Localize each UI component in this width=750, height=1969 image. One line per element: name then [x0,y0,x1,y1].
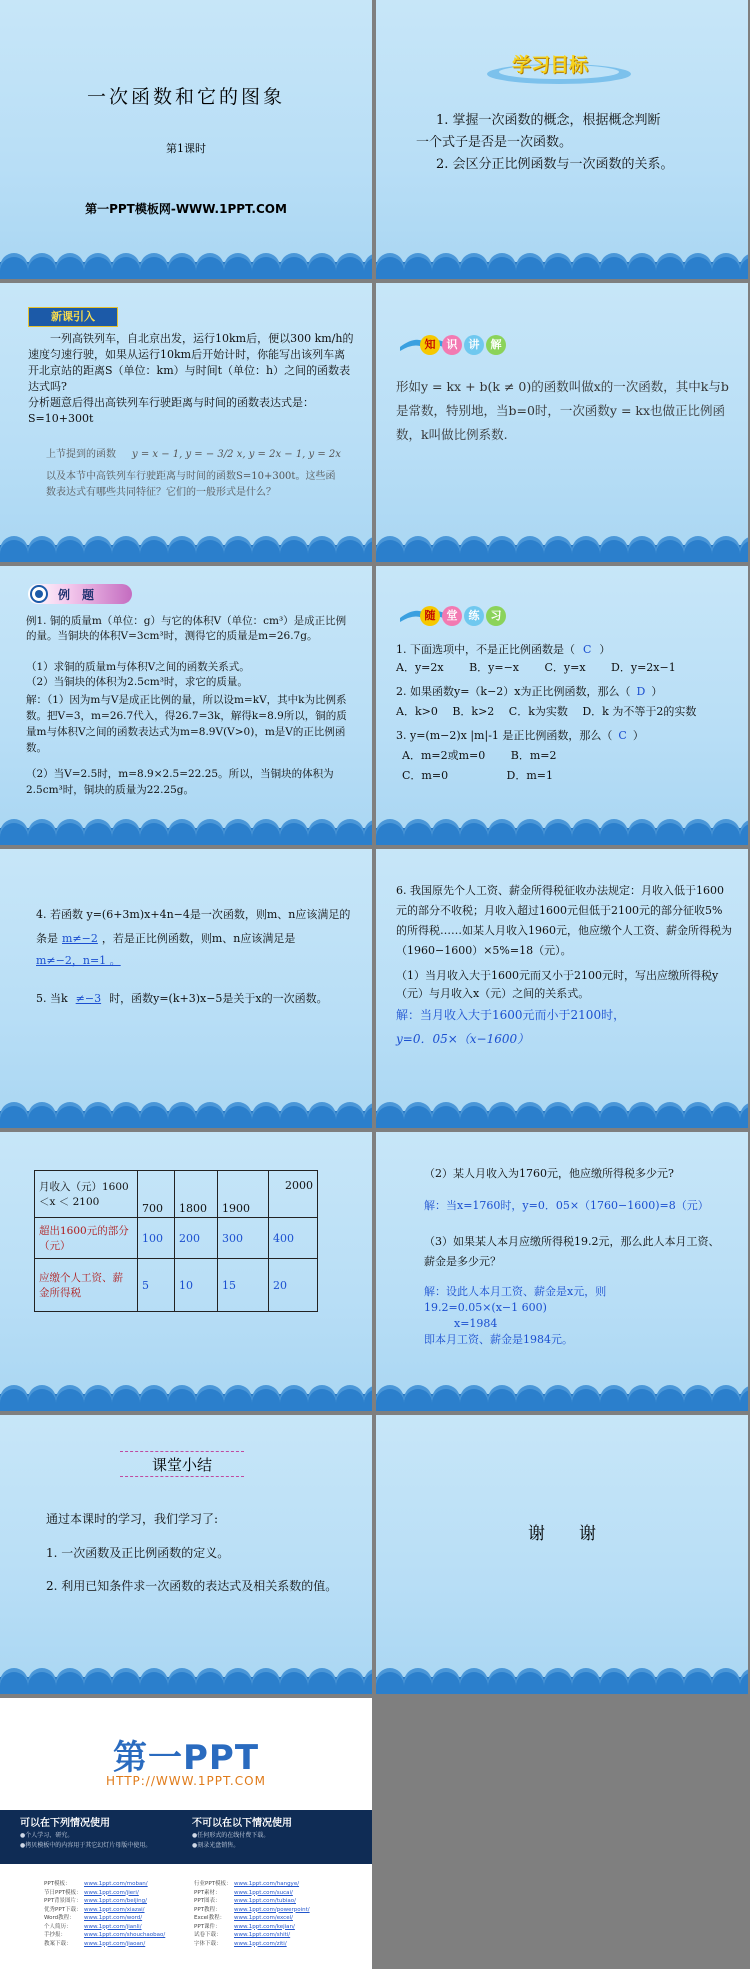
promo-link-label: 手抄报： [44,1932,67,1938]
exercise-5: 5. 当k ≠−3 时，函数y=(k+3)x−5是关于x的一次函数。 [36,992,328,1005]
lesson-subtitle: 第1课时 [166,142,206,155]
table-cell: 1900 [218,1171,269,1218]
banner-char: 堂 [442,606,462,626]
promo-links-left [44,1880,165,1948]
promo-link-label: 试卷下载： [194,1932,222,1938]
goals-banner: 学习目标 [512,54,589,76]
summary-item-2: 2. 利用已知条件求一次函数的表达式及相关系数的值。 [46,1579,338,1593]
promo-link[interactable]: www.1ppt.com/jieri/ [84,1889,139,1896]
cannot-use-item: ●刻录光盘销售。 [192,1842,240,1849]
promo-link-row [194,1931,310,1940]
slide-summary [0,1415,372,1694]
intro-analysis: 分析题意后得出高铁列车行驶距离与时间的函数表达式是：S=10+300t [28,396,314,425]
promo-link-label: PPT课件： [194,1923,221,1930]
table-cell: 700 [138,1171,175,1218]
promo-link-row [194,1889,310,1898]
practice-q3-options-2: C．m=0 D．m=1 [402,769,554,782]
slide-tax-problem [376,849,748,1128]
intro-banner: 新课引入 [28,307,118,327]
promo-link[interactable]: www.1ppt.com/tubiao/ [234,1898,296,1904]
can-use-item: ●拷贝模板中的内容用于其它幻灯片母版中使用。 [20,1842,152,1849]
goal-1b: 一个式子是否是一次函数。 [416,135,573,150]
promo-link-row [44,1914,165,1923]
promo-link-row [44,1931,165,1940]
wave-decoration [0,1377,372,1411]
promo-link-row [44,1940,165,1949]
practice-banner [420,604,506,626]
slide-intro [0,283,372,562]
promo-link[interactable]: www.1ppt.com/jianli/ [84,1923,142,1930]
intro-note-funcs: y = x − 1, y = − 3/2 x, y = 2x − 1, y = 2x [132,449,341,460]
cannot-use-title: 不可以在以下情况使用 [192,1818,292,1829]
practice-q2: 2. 如果函数y=（k−2）x为正比例函数，那么（ D ） [396,685,663,698]
table-cell: 200 [175,1218,218,1259]
table-row [35,1171,318,1218]
can-use-item: ●个人学习、研究。 [20,1832,74,1839]
promo-link[interactable]: www.1ppt.com/word/ [84,1915,143,1921]
promo-link-row [194,1940,310,1949]
table-cell: 15 [218,1259,269,1312]
promo-link[interactable]: www.1ppt.com/jiaoan/ [84,1940,146,1947]
promo-url: HTTP://WWW.1PPT.COM [106,1774,266,1788]
tax-a3-line3: x=1984 [454,1317,498,1330]
promo-link[interactable]: www.1ppt.com/powerpoint/ [234,1906,310,1913]
slide-title [0,0,372,279]
slide-tax-table [0,1132,372,1411]
promo-link-label: PPT图表： [194,1898,221,1904]
table-cell: 2000 [269,1171,318,1218]
intro-note-prefix: 上节提到的函数 [46,449,116,460]
table-cell: 5 [138,1259,175,1312]
table-cell: 超出1600元的部分（元） [35,1218,138,1259]
table-cell: 20 [269,1259,318,1312]
cannot-use-item: ●任何形式的在线付费下载。 [192,1832,270,1839]
promo-link-label: PPT背景图片： [44,1898,82,1904]
wave-decoration [376,1094,748,1128]
table-cell: 10 [175,1259,218,1312]
promo-link-row [44,1889,165,1898]
tax-a2: 解：当x=1760时，y=0．05×（1760−1600)=8（元） [424,1199,709,1212]
slide-practice [376,566,748,845]
lesson-title: 一次函数和它的图象 [86,86,285,108]
wave-decoration [376,1660,748,1694]
promo-link-label: PPT素材： [194,1889,221,1896]
knowledge-banner [420,333,506,355]
tax-a3-line1: 解：设此人本月工资、薪金是x元，则 [424,1285,607,1298]
promo-link-label: PPT教程： [194,1906,221,1913]
practice-q1: 1. 下面选项中，不是正比例函数是（ C ） [396,643,611,656]
promo-panel [0,1698,372,1969]
example-solution-1: 解：（1）因为m与V是成正比例的量，所以设m=kV，其中k为比例系数。把V=3，m=26.7代入，得26.7=3k，解得k=8.9所以，铜的质量m与体积V之间的函数表达式为m=8.9V(V>0)，m是V的正比例函数。 [26,694,347,754]
example-solution-2: （2）当V=2.5时，m=8.9×2.5=22.25。所以，当铜块的体积为2.5cm³时，铜块的质量为22.25g。 [26,768,334,796]
income-table [34,1170,318,1312]
promo-link-row [194,1923,310,1932]
slide-example [0,566,372,845]
table-row [35,1218,318,1259]
promo-link-row [194,1880,310,1889]
usage-band [0,1810,372,1864]
promo-link[interactable]: www.1ppt.com/beijing/ [84,1898,148,1904]
practice-q2-options: A．k>0 B．k>2 C．k为实数 D．k 为不等于2的实数 [396,705,697,718]
promo-link[interactable]: www.1ppt.com/shouchaobao/ [84,1932,166,1938]
promo-link-row [44,1906,165,1915]
tax-answer-1: 解：当月收入大于1600元而小于2100时， [396,1008,626,1022]
tax-q3: （3）如果某人本月应缴所得税19.2元，那么此人本月工资、薪金是多少元？ [424,1235,720,1268]
slide-knowledge [376,283,748,562]
promo-link-label: Excel教程： [194,1915,226,1921]
tax-q1: （1）当月收入大于1600元而又小于2100元时，写出应缴所得税y（元）与月收入x（元）之间的关系式。 [396,969,719,1000]
tax-a3-line4: 即本月工资、薪金是1984元。 [424,1333,573,1346]
table-cell: 应缴个人工资、薪金所得税 [35,1259,138,1312]
promo-link-row [44,1923,165,1932]
example-q1: （1）求铜的质量m与体积V之间的函数关系式。 [26,661,250,673]
promo-link-label: 字体下载： [194,1940,222,1947]
goal-1a: 1. 掌握一次函数的概念，根据概念判断 [436,113,661,128]
tax-problem: 6. 我国原先个人工资、薪金所得税征收办法规定：月收入低于1600元的部分不收税；月收入超过1600元但低于2100元的部分征收5%的所得税……如某人月收入1960元，他应缴个人工资、薪金所得税为（1960−1600）×5%=18（元）。 [396,884,732,957]
promo-link[interactable]: www.1ppt.com/sucai/ [234,1889,293,1896]
banner-char: 随 [420,606,440,626]
promo-link-label: 教案下载： [44,1940,72,1947]
exercise-4: 4. 若函数 y=(6+3m)x+4n−4是一次函数，则m、n应该满足的条是 m≠−2 ，若是正比例函数，则m、n应该满足是 [36,908,351,945]
slide-goals [376,0,748,279]
wave-decoration [376,528,748,562]
example-problem: 例1. 铜的质量m（单位：g）与它的体积V（单位：cm³）是成正比例的量。当铜块的体积V=3cm³时，测得它的质量是m=26.7g。 [26,615,347,642]
promo-link-label: Word教程： [44,1915,75,1921]
wave-decoration [0,1660,372,1694]
wave-decoration [0,1094,372,1128]
tax-answer-2: y=0．05×（x−1600） [396,1032,530,1046]
slide-thanks [376,1415,748,1694]
promo-link-label: 优秀PPT下载： [44,1906,82,1913]
wave-decoration [376,811,748,845]
promo-link[interactable]: www.1ppt.com/hangye/ [234,1881,300,1887]
table-cell: 月收入（元）1600＜x ＜ 2100 [35,1171,138,1218]
site-label: 第一PPT模板网-WWW.1PPT.COM [85,202,287,216]
banner-char: 知 [420,335,440,355]
intro-problem: 一列高铁列车，自北京出发，运行10km后，便以300 km/h的速度匀速行驶，如果从运行10km后开始计时，你能写出该列车离开北京站的距离S（单位：km）与时间t（单位：h）之间的函数表达式吗? [28,332,354,393]
wave-decoration [376,245,748,279]
table-cell: 100 [138,1218,175,1259]
definition-text: 形如y = kx + b(k ≠ 0)的函数叫做x的一次函数，其中k与b是常数，特别地，当b=0时，一次函数y = kx也做正比例函数，k叫做比例系数. [396,379,729,442]
table-cell: 400 [269,1218,318,1259]
promo-link-label: 节日PPT模板： [44,1889,82,1896]
wave-decoration [0,245,372,279]
promo-link[interactable]: www.1ppt.com/moban/ [84,1881,148,1887]
promo-link[interactable]: www.1ppt.com/xiazai/ [84,1906,145,1913]
practice-q3-options-1: A．m=2或m=0 B．m=2 [402,749,557,762]
promo-link[interactable]: www.1ppt.com/kejian/ [234,1923,295,1930]
promo-link-row [44,1897,165,1906]
can-use-title: 可以在下列情况使用 [20,1818,110,1829]
banner-char: 讲 [464,335,484,355]
table-row [35,1259,318,1312]
summary-intro: 通过本课时的学习，我们学习了: [46,1512,219,1526]
promo-link-label: 个人简历： [44,1923,72,1930]
intro-note-question: 以及本节中高铁列车行驶距离与时间的函数S=10+300t。这些函数表达式有哪些共同特征？它们的一般形式是什么？ [46,471,336,498]
banner-char: 练 [464,606,484,626]
practice-q1-options: A．y=2x B．y=−x C．y=x D．y=2x−1 [396,661,676,674]
promo-link-row [194,1914,310,1923]
promo-links-right [194,1880,310,1948]
example-banner: 例 题 [58,588,95,602]
promo-link-row [44,1880,165,1889]
promo-logo: 第一PPT [112,1738,260,1778]
promo-link[interactable]: www.1ppt.com/excel/ [234,1915,293,1921]
slide-tax-answers [376,1132,748,1411]
target-icon [30,585,48,603]
promo-link-row [194,1906,310,1915]
banner-char: 识 [442,335,462,355]
practice-q3: 3. y=(m−2)x |m|-1 是正比例函数，那么（ C ） [396,729,644,742]
tax-a3-line2: 19.2=0.05×(x−1 600) [424,1301,547,1314]
promo-link[interactable]: www.1ppt.com/shiti/ [234,1932,291,1938]
table-cell: 1800 [175,1171,218,1218]
goal-2: 2. 会区分正比例函数与一次函数的关系。 [436,157,674,172]
thanks-text: 谢 谢 [528,1524,596,1544]
summary-item-1: 1. 一次函数及正比例函数的定义。 [46,1546,230,1560]
banner-char: 解 [486,335,506,355]
slide-exercise-4-5 [0,849,372,1128]
wave-decoration [0,528,372,562]
tax-q2: （2）某人月收入为1760元，他应缴所得税多少元? [424,1167,674,1180]
promo-link-label: PPT模板： [44,1881,71,1887]
example-q2: （2）当铜块的体积为2.5cm³时，求它的质量。 [26,676,248,688]
wave-decoration [376,1377,748,1411]
promo-link-row [194,1897,310,1906]
promo-link-label: 行业PPT模板： [194,1881,232,1887]
wave-decoration [0,811,372,845]
promo-link[interactable]: www.1ppt.com/ziti/ [234,1940,287,1947]
table-cell: 300 [218,1218,269,1259]
summary-title: 课堂小结 [151,1456,212,1474]
exercise-4-answer-2: m≠−2，n=1 。 [36,954,121,967]
banner-char: 习 [486,606,506,626]
